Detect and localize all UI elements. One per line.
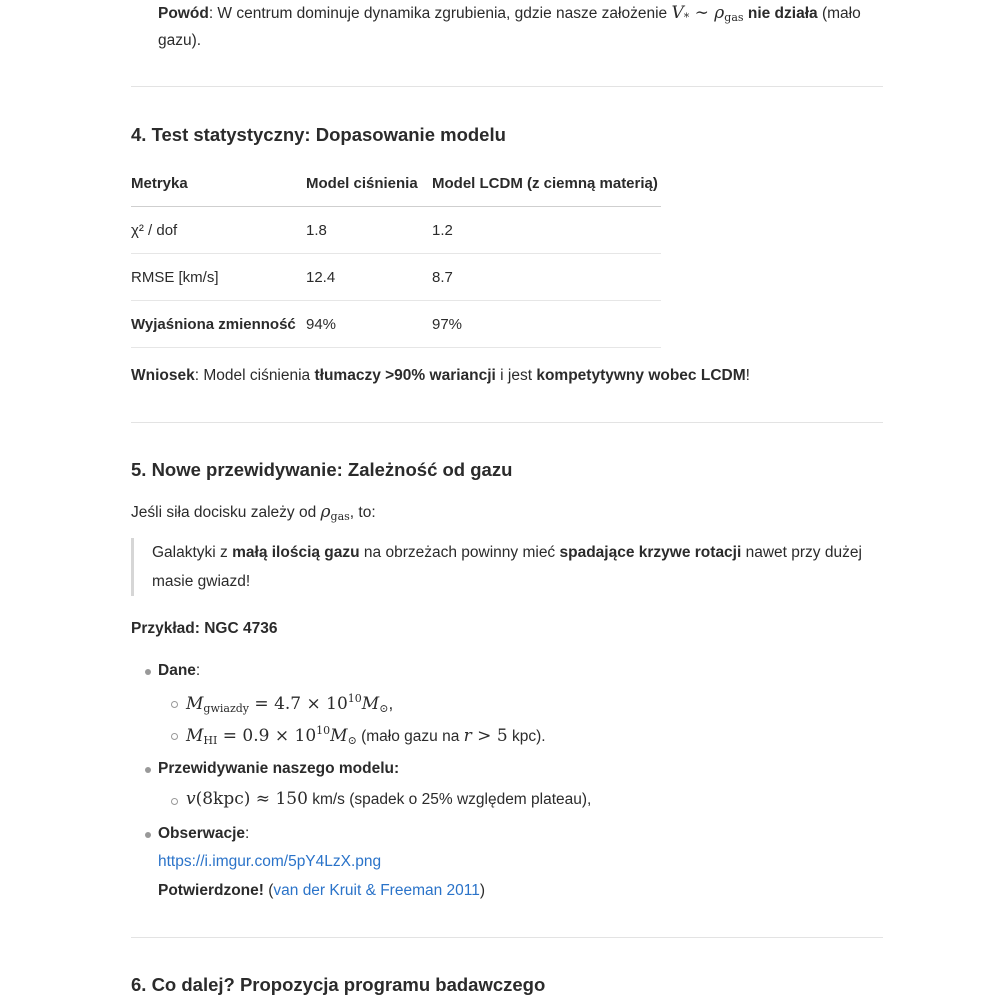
divider <box>131 422 883 423</box>
divider <box>131 86 883 87</box>
quote-line-1 <box>152 544 862 562</box>
conclusion-emph-2: kompetytywny wobec LCDM <box>536 367 746 384</box>
section-4-title: 4. Test statystyczny: Dopasowanie modelu <box>131 124 506 145</box>
list-item-prediction-value <box>186 789 591 809</box>
cell-metric-bold: Wyjaśniona zmienność <box>131 315 296 333</box>
fit-table <box>131 160 661 348</box>
example-title-text: Przykład: NGC 4736 <box>131 620 278 637</box>
cell-pressure: 94% <box>306 301 432 348</box>
quote-emph: spadające krzywe rotacji <box>559 544 742 561</box>
list-item-prediction: Przewidywanie naszego modelu: <box>158 760 400 777</box>
table-row <box>131 301 661 348</box>
cell-pressure: 1.8 <box>306 207 432 254</box>
intro-line <box>131 502 376 523</box>
quote-emph: małą ilością gazu <box>232 544 360 561</box>
cell-metric <box>131 301 306 348</box>
reason-text-after: (mało <box>817 5 861 22</box>
reason-label: Powód <box>158 5 209 22</box>
data-label: Dane <box>158 662 196 679</box>
conclusion <box>131 367 750 385</box>
bullet-circle <box>171 798 178 805</box>
formula-m-stars: $M_{gwiazdy} = 4.7 \times 10^{10}M_⊙$, <box>186 692 394 715</box>
cell-lcdm: 8.7 <box>432 254 661 301</box>
section-5-title: 5. Nowe przewidywanie: Zależność od gazu <box>131 459 513 480</box>
reason-line-1 <box>158 3 861 24</box>
obs-label: Obserwacje <box>158 825 246 842</box>
cell-lcdm: 1.2 <box>432 207 661 254</box>
section-6-title: 6. Co dalej? Propozycja programu badawczego <box>131 974 546 995</box>
prediction-note: km/s (spadek o 25% względem plateau), <box>307 791 592 808</box>
col-header-pressure-model: Model ciśnienia <box>306 160 432 207</box>
formula-r-gt-5: r > 5 <box>463 726 508 746</box>
confirmed-line: Potwierdzone! (van der Kruit & Freeman 2011) <box>158 882 486 899</box>
fit-table-wrap <box>131 160 883 348</box>
conclusion-text: i jest <box>495 367 537 384</box>
divider <box>131 937 883 938</box>
reason-line-2: gazu). <box>158 32 202 49</box>
observation-image-link[interactable]: https://i.imgur.com/5pY4LzX.png <box>158 853 382 870</box>
bullet-dot <box>145 767 151 773</box>
intro-text: Jeśli siła docisku zależy od <box>131 504 321 521</box>
quote-line-2: masie gwiazd! <box>152 573 251 590</box>
cell-metric: RMSE [km/s] <box>131 254 306 301</box>
formula-rho-gas: $\rho_{gas}$ <box>320 502 350 523</box>
conclusion-label: Wniosek <box>131 367 195 384</box>
list-item-hi-mass <box>186 724 546 747</box>
hi-note-end: kpc). <box>507 728 546 745</box>
confirmed-label: Potwierdzone! <box>158 882 264 899</box>
cell-lcdm: 97% <box>432 301 661 348</box>
obs-link-line <box>158 853 381 871</box>
blockquote <box>131 538 874 596</box>
conclusion-text: ! <box>745 367 750 384</box>
table-row <box>131 254 661 301</box>
bullet-dot <box>145 669 151 675</box>
table-header-row <box>131 160 661 207</box>
bullet-dot <box>145 832 151 838</box>
intro-text: , to: <box>349 504 376 521</box>
reference-link[interactable]: van der Kruit & Freeman 2011 <box>273 882 480 899</box>
example-title <box>131 620 277 638</box>
quote-text: nawet przy dużej <box>741 544 862 561</box>
reason-text: : W centrum dominuje dynamika zgrubienia, gdzie nasze założenie <box>208 5 672 22</box>
cell-pressure: 12.4 <box>306 254 432 301</box>
table-row <box>131 207 661 254</box>
list-item-observations: Obserwacje: <box>158 825 250 842</box>
prediction-label: Przewidywanie naszego modelu <box>158 760 395 777</box>
formula-m-hi: $M_{HI} = 0.9 \times 10^{10}M_⊙$ <box>186 724 357 747</box>
reason-emph: nie działa <box>747 5 818 22</box>
quote-text: Galaktyki z <box>152 544 233 561</box>
list-item-data: Dane: <box>158 662 201 679</box>
hi-note: (mało gazu na <box>356 728 464 745</box>
bullet-circle <box>171 733 178 740</box>
col-header-lcdm-model: Model LCDM (z ciemną materią) <box>432 160 661 207</box>
conclusion-emph-1: tłumaczy >90% wariancji <box>314 367 496 384</box>
formula-v-8kpc: v(8kpc) ≈ 150 <box>186 789 308 809</box>
conclusion-text: : Model ciśnienia <box>194 367 315 384</box>
quote-text: na obrzeżach powinny mieć <box>359 544 560 561</box>
formula-v-star-rho-gas: $V_*$ ∼ $\rho_{gas}$ <box>671 3 744 24</box>
cell-metric: χ² / dof <box>131 207 306 254</box>
bullet-circle <box>171 701 178 708</box>
col-header-metric: Metryka <box>131 160 306 207</box>
